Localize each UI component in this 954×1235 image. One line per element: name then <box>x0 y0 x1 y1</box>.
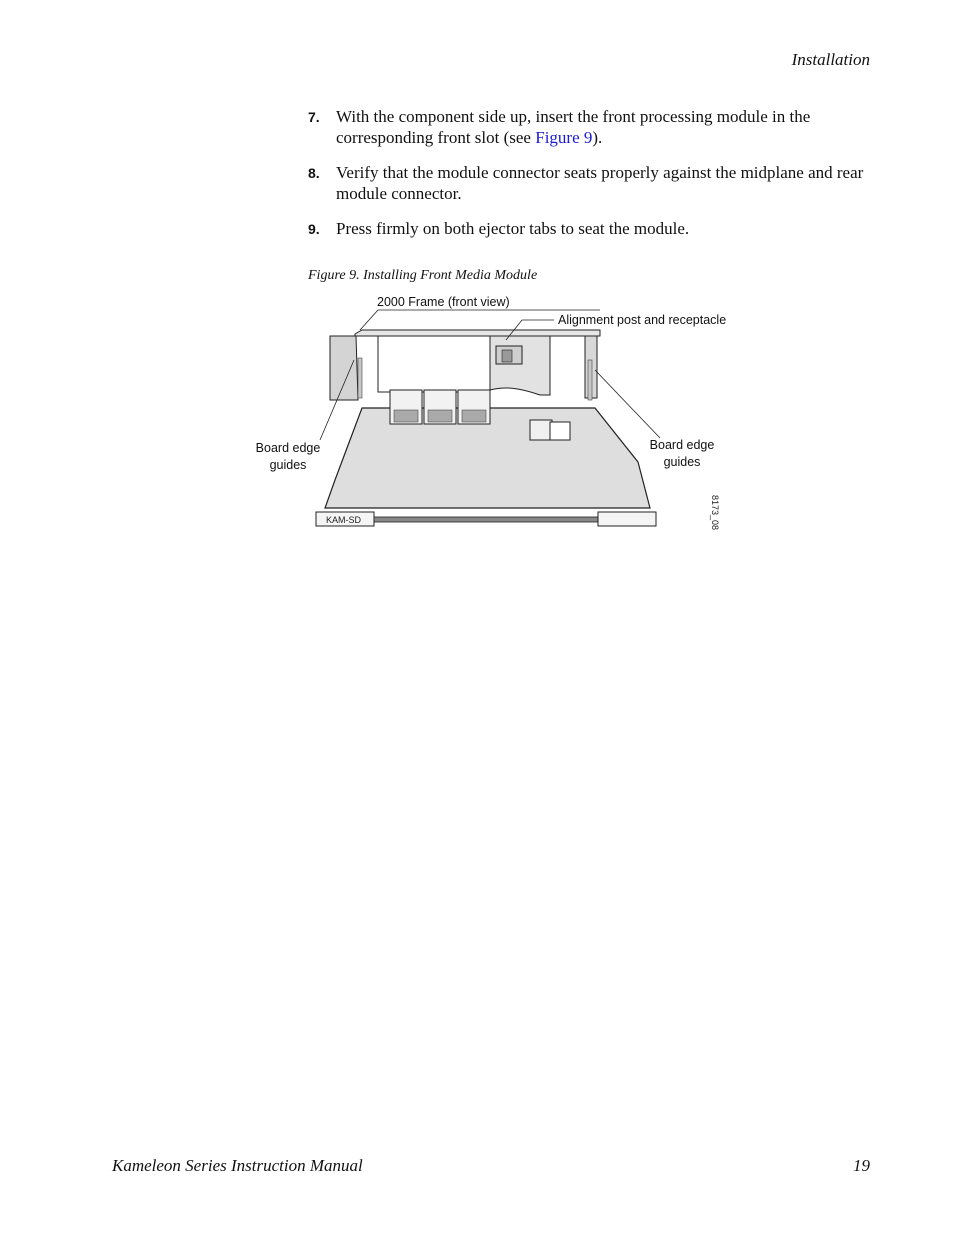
step-text-end: ). <box>592 128 603 147</box>
left-guide-slots <box>358 358 362 398</box>
front-edge-bar <box>374 517 598 522</box>
step-9 <box>308 218 870 239</box>
manual-title: Kameleon Series Instruction Manual <box>112 1156 363 1175</box>
step-text: With the component side up, insert the front processing module in the corresponding front slot (see <box>336 107 811 147</box>
right-guides-label-line1: Board edge <box>649 438 715 452</box>
right-ejector-tab <box>598 512 656 526</box>
step-7 <box>308 106 870 148</box>
right-guide-slots <box>588 360 592 400</box>
right-guides-label-line2: guides <box>663 455 701 469</box>
midplane <box>378 336 490 392</box>
left-guides-label-line1: Board edge <box>255 441 321 455</box>
frame-label: 2000 Frame (front view) <box>377 295 510 309</box>
step-8 <box>308 162 870 204</box>
figure-9-link[interactable]: Figure 9 <box>535 128 593 147</box>
step-text: Press firmly on both ejector tabs to seat the module. <box>336 219 690 238</box>
drawing-id-label: 8173_08 <box>710 495 720 531</box>
step-number: 7. <box>308 109 320 125</box>
connector-pins-2 <box>428 410 452 422</box>
connector-pins-3 <box>462 410 486 422</box>
frame-callout-line <box>360 310 378 330</box>
left-board-guide <box>330 336 358 400</box>
connector-pins-1 <box>394 410 418 422</box>
left-guides-label-line2: guides <box>269 458 307 472</box>
step-text: Verify that the module connector seats properly against the midplane and rear module connector. <box>336 163 864 203</box>
page-number: 19 <box>853 1156 870 1175</box>
module-illustration <box>250 290 740 540</box>
card-component-2 <box>550 422 570 440</box>
card-name-label: KAM-SD <box>326 515 362 525</box>
frame-top-rail <box>355 330 600 336</box>
installation-steps <box>308 106 870 253</box>
alignment-label: Alignment post and receptacle <box>558 313 727 327</box>
figure-caption: Figure 9. Installing Front Media Module <box>308 268 538 283</box>
card-component-1 <box>530 420 552 440</box>
alignment-post <box>502 350 512 362</box>
installation-figure <box>250 290 740 540</box>
step-number: 9. <box>308 221 320 237</box>
right-board-guide <box>490 336 550 395</box>
step-number: 8. <box>308 165 320 181</box>
running-header: Installation <box>791 50 870 69</box>
